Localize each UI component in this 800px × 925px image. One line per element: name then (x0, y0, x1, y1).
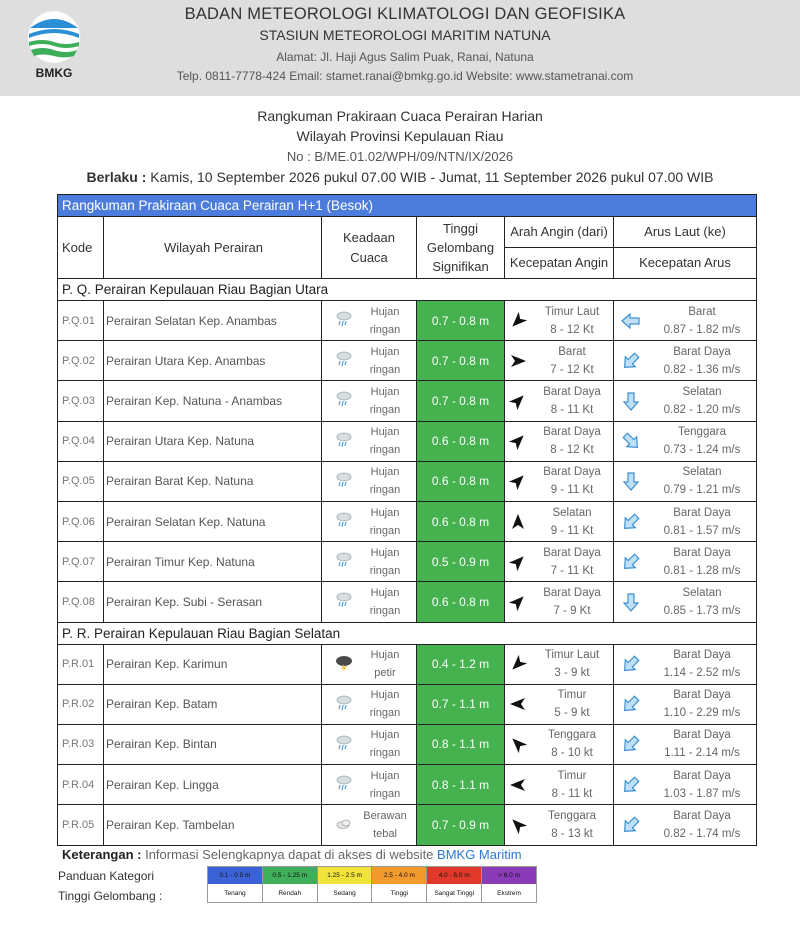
wind-arrow-icon (505, 312, 531, 330)
validity (0, 169, 800, 185)
weather-line-1: Hujan (370, 385, 400, 398)
wind-speed: 7 - 12 Kt (550, 363, 594, 376)
kode-cell: P.R.03 (58, 725, 104, 764)
legend-item (318, 867, 373, 902)
kode-cell: P.Q.03 (58, 381, 104, 420)
current-speed: 0.73 - 1.24 m/s (663, 444, 741, 457)
rain-icon (334, 389, 354, 412)
kode-cell: P.Q.08 (58, 582, 104, 621)
rain-icon (334, 773, 354, 796)
legend-item (372, 867, 427, 902)
table-row (58, 645, 756, 685)
angin-cell (505, 301, 614, 340)
rain-icon (334, 430, 354, 453)
current-arrow-icon (614, 592, 648, 612)
kode-cell: P.Q.04 (58, 422, 104, 461)
wilayah-cell: Perairan Kep. Lingga (104, 765, 322, 804)
arus-cell (614, 301, 756, 340)
wind-arrow-icon (505, 352, 531, 370)
wind-direction: Barat Daya (543, 385, 601, 398)
weather-line-2: ringan (369, 604, 401, 617)
current-speed: 0.82 - 1.74 m/s (663, 828, 741, 841)
wind-speed: 3 - 9 kt (554, 667, 590, 680)
current-speed: 0.82 - 1.36 m/s (663, 363, 741, 376)
rain-icon (334, 349, 354, 372)
arus-cell (614, 582, 756, 621)
table-row (58, 725, 756, 765)
weather-line-2: ringan (369, 787, 401, 800)
wind-direction: Timur (557, 689, 587, 702)
current-direction: Barat Daya (673, 810, 731, 823)
keterangan-text: Informasi Selengkapnya dapat di akses di website (141, 847, 438, 862)
weather-line-1: Hujan (370, 546, 400, 559)
current-speed: 1.11 - 2.14 m/s (664, 747, 740, 760)
header-wilayah: Wilayah Perairan (104, 217, 322, 278)
arus-cell (614, 341, 756, 380)
weather-line-1: Hujan (370, 426, 400, 439)
tinggi-cell: 0.6 - 0.8 m (417, 582, 505, 621)
wind-speed: 8 - 12 Kt (550, 444, 594, 457)
weather-line-2: ringan (369, 564, 401, 577)
weather-line-1: Hujan (370, 506, 400, 519)
weather-line-2: ringan (369, 707, 401, 720)
legend-label: Tenang (208, 884, 262, 902)
address: Alamat: Jl. Haji Agus Salim Puak, Ranai, Natuna (276, 50, 534, 64)
current-speed: 0.85 - 1.73 m/s (663, 604, 741, 617)
keterangan-label: Keterangan : (62, 847, 142, 862)
doc-number: No : B/ME.01.02/WPH/09/NTN/IX/2026 (286, 149, 514, 164)
weather-line-2: ringan (369, 484, 401, 497)
table-row (58, 341, 756, 381)
current-direction: Selatan (682, 586, 722, 599)
wind-direction: Barat Daya (543, 586, 601, 599)
weather-line-1: Hujan (370, 769, 400, 782)
weather-line-1: Hujan (370, 466, 400, 479)
station-name: STASIUN METEOROLOGI MARITIM NATUNA (259, 27, 551, 43)
wind-speed: 8 - 12 Kt (550, 323, 594, 336)
tinggi-cell: 0.7 - 0.8 m (417, 381, 505, 420)
angin-cell (505, 765, 614, 804)
current-direction: Barat Daya (673, 689, 731, 702)
kode-cell: P.Q.06 (58, 502, 104, 541)
wilayah-cell: Perairan Selatan Kep. Anambas (104, 301, 322, 340)
arus-cell (614, 685, 756, 724)
table-row (58, 502, 756, 542)
wave-height-legend (207, 866, 537, 903)
table-row (58, 685, 756, 725)
logo-text: BMKG (35, 66, 73, 80)
wind-speed: 8 - 10 kt (551, 747, 593, 760)
tinggi-cell: 0.4 - 1.2 m (417, 645, 505, 684)
legend-item (208, 867, 263, 902)
bmkg-maritim-link[interactable]: BMKG Maritim (437, 847, 522, 862)
cuaca-cell (322, 422, 417, 461)
legend-item (263, 867, 318, 902)
tinggi-cell: 0.8 - 1.1 m (417, 765, 505, 804)
angin-cell (505, 341, 614, 380)
arus-cell (614, 645, 756, 684)
header-cuaca: Keadaan Cuaca (322, 217, 417, 278)
header-arus (614, 217, 756, 278)
kode-cell: P.R.01 (58, 645, 104, 684)
wind-arrow-icon (505, 695, 531, 713)
arus-cell (614, 542, 756, 581)
forecast-table (57, 194, 757, 846)
tinggi-cell: 0.8 - 1.1 m (417, 725, 505, 764)
angin-cell (505, 645, 614, 684)
wind-arrow-icon (505, 593, 531, 611)
current-arrow-icon (614, 391, 648, 411)
wind-arrow-icon (505, 776, 531, 794)
wilayah-cell: Perairan Kep. Tambelan (104, 805, 322, 845)
tinggi-cell: 0.6 - 0.8 m (417, 422, 505, 461)
current-direction: Barat Daya (673, 506, 731, 519)
current-speed: 0.81 - 1.28 m/s (663, 564, 741, 577)
weather-line-1: Berawan (363, 810, 407, 823)
cuaca-cell (322, 805, 417, 845)
weather-line-2: tebal (373, 828, 397, 841)
wind-direction: Timur Laut (544, 649, 600, 662)
validity-text: Kamis, 10 September 2026 pukul 07.00 WIB - Jumat, 11 September 2026 pukul 07.00 WIB (146, 169, 714, 185)
current-arrow-icon (614, 431, 648, 451)
wind-speed: 9 - 11 Kt (550, 524, 594, 537)
current-arrow-icon (614, 815, 648, 835)
arus-cell (614, 502, 756, 541)
legend-label: Rendah (263, 884, 317, 902)
wind-direction: Tenggara (548, 810, 596, 823)
wind-arrow-icon (505, 472, 531, 490)
current-speed: 1.03 - 1.87 m/s (663, 787, 741, 800)
panduan-label-1: Panduan Kategori (58, 869, 155, 883)
arus-cell (614, 725, 756, 764)
header-arus-kecepatan: Kecepatan Arus (639, 255, 731, 271)
contact-info: Telp. 0811-7778-424 Email: stamet.ranai@bmkg.go.id Website: www.stametranai.com (176, 69, 634, 83)
wind-direction: Barat Daya (543, 546, 601, 559)
legend-range: 2.5 - 4.0 m (372, 867, 426, 884)
legend-label: Tinggi (372, 884, 426, 902)
weather-line-2: ringan (369, 444, 401, 457)
doc-title: Rangkuman Prakiraan Cuaca Perairan Harian (257, 108, 543, 124)
legend-range: 1.25 - 2.5 m (318, 867, 372, 884)
legend-item (427, 867, 482, 902)
rain-icon (334, 733, 354, 756)
angin-cell (505, 542, 614, 581)
current-speed: 0.82 - 1.20 m/s (663, 403, 741, 416)
wilayah-cell: Perairan Barat Kep. Natuna (104, 462, 322, 501)
cloudy-icon (334, 814, 354, 837)
table-row (58, 582, 756, 622)
arus-cell (614, 422, 756, 461)
header-kode: Kode (58, 217, 104, 278)
wind-arrow-icon (505, 392, 531, 410)
kode-cell: P.Q.07 (58, 542, 104, 581)
current-direction: Barat Daya (673, 769, 731, 782)
wilayah-cell: Perairan Kep. Karimun (104, 645, 322, 684)
header-tinggi: Tinggi Gelombang Signifikan (417, 217, 505, 278)
wind-direction: Barat Daya (543, 426, 601, 439)
table-row (58, 765, 756, 805)
weather-line-2: ringan (369, 323, 401, 336)
tinggi-cell: 0.6 - 0.8 m (417, 462, 505, 501)
wind-direction: Tenggara (548, 729, 596, 742)
wind-speed: 5 - 9 kt (554, 707, 590, 720)
wind-direction: Timur (557, 769, 587, 782)
current-speed: 0.79 - 1.21 m/s (663, 484, 741, 497)
section-header: P. R. Perairan Kepulauan Riau Bagian Selatan (58, 623, 756, 645)
rain-icon (334, 550, 354, 573)
wind-speed: 8 - 11 kt (551, 787, 593, 800)
wind-speed: 7 - 11 Kt (550, 564, 594, 577)
angin-cell (505, 502, 614, 541)
wind-speed: 8 - 11 Kt (550, 403, 594, 416)
angin-cell (505, 805, 614, 845)
tinggi-cell: 0.5 - 0.9 m (417, 542, 505, 581)
cuaca-cell (322, 725, 417, 764)
header-angin-kecepatan: Kecepatan Angin (509, 255, 609, 271)
current-speed: 0.87 - 1.82 m/s (663, 323, 741, 336)
legend-label: Ekstrem (482, 884, 536, 902)
current-direction: Barat Daya (673, 345, 731, 358)
table-row (58, 381, 756, 421)
header-arus-arah: Arus Laut (ke) (614, 217, 756, 248)
cuaca-cell (322, 341, 417, 380)
wind-direction: Barat Daya (543, 466, 601, 479)
current-arrow-icon (614, 471, 648, 491)
cuaca-cell (322, 765, 417, 804)
wind-arrow-icon (505, 816, 531, 834)
angin-cell (505, 582, 614, 621)
weather-line-1: Hujan petir (370, 649, 400, 680)
wilayah-cell: Perairan Kep. Batam (104, 685, 322, 724)
legend-label: Sedang (318, 884, 372, 902)
current-arrow-icon (614, 512, 648, 532)
header-angin (505, 217, 614, 278)
kode-cell: P.Q.01 (58, 301, 104, 340)
wind-direction: Selatan (552, 506, 592, 519)
wilayah-cell: Perairan Kep. Bintan (104, 725, 322, 764)
wilayah-cell: Perairan Kep. Natuna - Anambas (104, 381, 322, 420)
wilayah-cell: Perairan Kep. Subi - Serasan (104, 582, 322, 621)
table-header-row (58, 217, 756, 279)
weather-line-2: ringan (369, 524, 401, 537)
weather-line-1: Hujan (370, 345, 400, 358)
kode-cell: P.R.05 (58, 805, 104, 845)
thunderstorm-icon (334, 653, 354, 676)
wind-arrow-icon (505, 655, 531, 673)
tinggi-cell: 0.7 - 0.9 m (417, 805, 505, 845)
current-arrow-icon (614, 775, 648, 795)
wind-speed: 9 - 11 Kt (550, 484, 594, 497)
current-direction: Barat Daya (673, 649, 731, 662)
legend-label: Sangat Tinggi (427, 884, 481, 902)
weather-line-1: Hujan (370, 729, 400, 742)
tinggi-cell: 0.7 - 0.8 m (417, 301, 505, 340)
current-arrow-icon (614, 734, 648, 754)
legend-range: > 6.0 m (482, 867, 536, 884)
rain-icon (334, 309, 354, 332)
current-direction: Selatan (682, 466, 722, 479)
kode-cell: P.Q.05 (58, 462, 104, 501)
wind-direction: Timur Laut (544, 305, 600, 318)
angin-cell (505, 381, 614, 420)
cuaca-cell (322, 582, 417, 621)
table-row (58, 422, 756, 462)
current-arrow-icon (614, 351, 648, 371)
current-direction: Selatan (682, 385, 722, 398)
keterangan (62, 847, 522, 862)
kode-cell: P.R.04 (58, 765, 104, 804)
section-header: P. Q. Perairan Kepulauan Riau Bagian Utara (58, 279, 756, 301)
tinggi-cell: 0.6 - 0.8 m (417, 502, 505, 541)
table-row (58, 542, 756, 582)
table-row (58, 462, 756, 502)
weather-line-1: Hujan (370, 305, 400, 318)
wilayah-cell: Perairan Timur Kep. Natuna (104, 542, 322, 581)
arus-cell (614, 462, 756, 501)
wilayah-cell: Perairan Selatan Kep. Natuna (104, 502, 322, 541)
current-speed: 1.14 - 2.52 m/s (663, 667, 741, 680)
wind-arrow-icon (505, 432, 531, 450)
angin-cell (505, 685, 614, 724)
tinggi-cell: 0.7 - 0.8 m (417, 341, 505, 380)
wind-arrow-icon (505, 513, 531, 531)
rain-icon (334, 470, 354, 493)
weather-line-1: Hujan (370, 689, 400, 702)
wind-arrow-icon (505, 735, 531, 753)
header-angin-arah: Arah Angin (dari) (505, 217, 613, 248)
table-banner: Rangkuman Prakiraan Cuaca Perairan H+1 (Besok) (58, 195, 756, 217)
arus-cell (614, 765, 756, 804)
wind-direction: Barat (558, 345, 586, 358)
current-arrow-icon (614, 311, 648, 331)
arus-cell (614, 381, 756, 420)
weather-line-2: ringan (369, 747, 401, 760)
legend-range: 0.1 - 0.5 m (208, 867, 262, 884)
current-direction: Barat (688, 305, 716, 318)
validity-label: Berlaku : (86, 169, 147, 185)
current-arrow-icon (614, 654, 648, 674)
agency-name: BADAN METEOROLOGI KLIMATOLOGI DAN GEOFISIKA (184, 5, 626, 23)
cuaca-cell (322, 502, 417, 541)
wilayah-cell: Perairan Utara Kep. Natuna (104, 422, 322, 461)
cuaca-cell (322, 381, 417, 420)
legend-range: 4.0 - 6.0 m (427, 867, 481, 884)
current-speed: 0.81 - 1.57 m/s (663, 524, 741, 537)
current-arrow-icon (614, 552, 648, 572)
angin-cell (505, 422, 614, 461)
current-direction: Barat Daya (673, 729, 731, 742)
legend-item (482, 867, 536, 902)
letterhead (0, 0, 800, 96)
wind-speed: 7 - 9 Kt (553, 604, 591, 617)
rain-icon (334, 590, 354, 613)
table-row (58, 805, 756, 845)
bmkg-logo (20, 8, 88, 86)
legend-range: 0.5 - 1.25 m (263, 867, 317, 884)
arus-cell (614, 805, 756, 845)
cuaca-cell (322, 542, 417, 581)
tinggi-cell: 0.7 - 1.1 m (417, 685, 505, 724)
current-speed: 1.10 - 2.29 m/s (663, 707, 741, 720)
cuaca-cell (322, 301, 417, 340)
angin-cell (505, 462, 614, 501)
angin-cell (505, 725, 614, 764)
cuaca-cell (322, 462, 417, 501)
rain-icon (334, 510, 354, 533)
weather-line-1: Hujan (370, 586, 400, 599)
current-direction: Barat Daya (673, 546, 731, 559)
panduan-label-2: Tinggi Gelombang : (58, 889, 163, 903)
table-row (58, 301, 756, 341)
wilayah-cell: Perairan Utara Kep. Anambas (104, 341, 322, 380)
rain-icon (334, 693, 354, 716)
weather-line-2: ringan (369, 363, 401, 376)
cuaca-cell (322, 645, 417, 684)
doc-region: Wilayah Provinsi Kepulauan Riau (296, 128, 504, 144)
wind-arrow-icon (505, 553, 531, 571)
kode-cell: P.Q.02 (58, 341, 104, 380)
wind-speed: 8 - 13 kt (551, 828, 593, 841)
current-arrow-icon (614, 694, 648, 714)
cuaca-cell (322, 685, 417, 724)
current-direction: Tenggara (678, 426, 726, 439)
kode-cell: P.R.02 (58, 685, 104, 724)
weather-line-2: ringan (369, 403, 401, 416)
